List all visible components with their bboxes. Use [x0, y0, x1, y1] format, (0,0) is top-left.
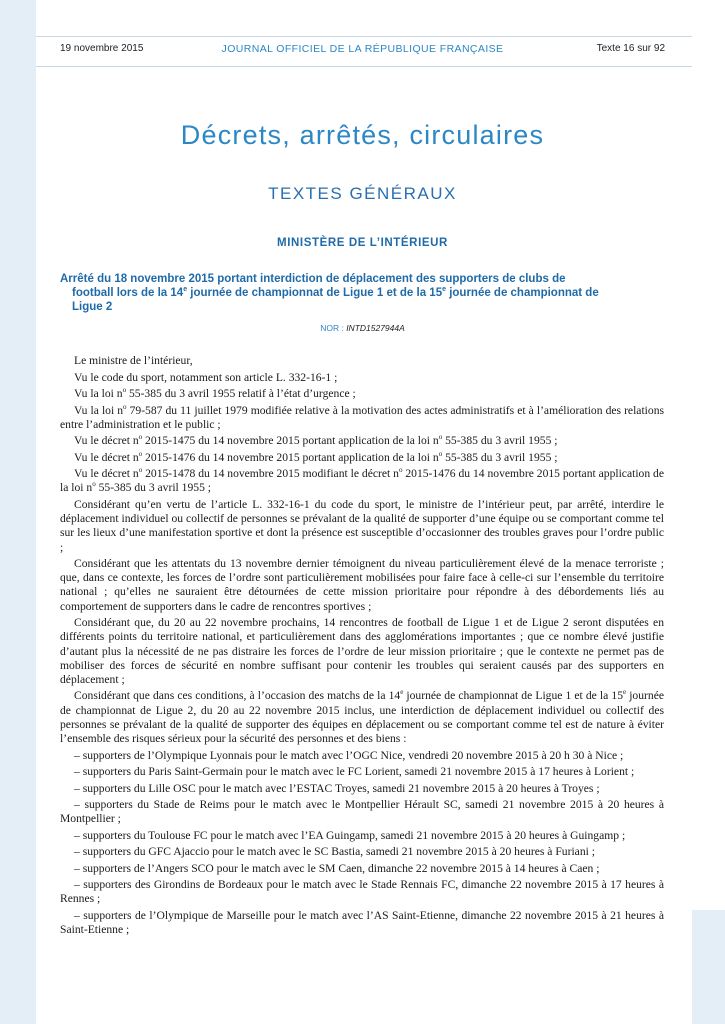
right-margin-band	[692, 910, 725, 1024]
list-item: – supporters du Lille OSC pour le match avec l’ESTAC Troyes, samedi 21 novembre 2015 à 20 heures à Troyes ;	[74, 781, 600, 795]
arrete-title	[60, 272, 664, 314]
arrete-title-line-2: football lors de la 14e journée de championnat de Ligue 1 et de la 15e journée de championnat de	[72, 286, 599, 299]
paragraph-loi-1979: Vu la loi $n^o$ 79-587 du 11 juillet 1979 modifiée relative à la motivation des actes administratifs et à l’amélioration des relations entre l’administration et le public ;	[60, 402, 664, 431]
paragraph-considerant-3: Considérant que, du 20 au 22 novembre prochains, 14 rencontres de football de Ligue 1 et de Ligue 2 seront disputées en différents points du territoire national, et particulièrement dans des agglomérations importantes ; que ce nombre élevé justifie d’autant plus la nécessité de ne pas distraire les forces de l’ordre de leur mission prioritaire ; que le contexte ne permet pas de mobiliser des forces de sécurité en nombre suffisant pour contenir les troubles qui seraient causés par des supporters en déplacement ;	[60, 616, 664, 686]
list-item: – supporters du Toulouse FC pour le match avec l’EA Guingamp, samedi 21 novembre 2015 à 20 heures à Guingamp ;	[74, 828, 626, 842]
paragraph-considerant-2: Considérant que les attentats du 13 novembre dernier témoignent du niveau particulièrement élevé de la menace terroriste ; que, dans ce contexte, les forces de l’ordre sont particulièrement mobilisées pour faire face à celle-ci sur l’ensemble du territoire national ; qu’elles ne sauraient être détournées de cette mission prioritaire pour répondre à des débordements liés au comportement de supporters dans le cadre de rencontres sportives ;	[60, 557, 664, 613]
header-rule	[36, 66, 692, 67]
ministry-heading: MINISTÈRE DE L’INTÉRIEUR	[277, 237, 448, 249]
nor-label: NOR :	[320, 323, 347, 333]
header-date: 19 novembre 2015	[60, 43, 144, 54]
list-item: – supporters des Girondins de Bordeaux pour le match avec le Stade Rennais FC, dimanche 22 novembre 2015 à 17 heures à Rennes ;	[60, 878, 664, 906]
header-page-count: Texte 16 sur 92	[596, 43, 665, 54]
section-title: Décrets, arrêtés, circulaires	[180, 120, 545, 150]
paragraph-considerant-4: Considérant que dans ces conditions, à l’occasion des matchs de la 14e journée de championnat de Ligue 1 et de la 15e journée de championnat de Ligue 2, du 20 au 22 novembre 2015 inclus, une interdiction de déplacement individuel ou collectif des personnes se prévalant de la qualité de supporter des équipes en déplacement ou se comportant comme tel est de nature à éviter l’ensemble des risques sérieux pour la sécurité des personnes et des biens :	[60, 688, 664, 746]
list-item: – supporters du GFC Ajaccio pour le match avec le SC Bastia, samedi 21 novembre 2015 à 20 heures à Furiani ;	[74, 845, 595, 859]
header-journal-title: JOURNAL OFFICIEL DE LA RÉPUBLIQUE FRANÇAISE	[221, 43, 504, 55]
list-item: – supporters de l’Olympique Lyonnais pour le match avec l’OGC Nice, vendredi 20 novembre 2015 à 20 h 30 à Nice ;	[74, 748, 624, 762]
list-item: – supporters de l’Angers SCO pour le match avec le SM Caen, dimanche 22 novembre 2015 à 14 heures à Caen ;	[74, 861, 600, 875]
top-rule	[36, 36, 692, 37]
paragraph-code-sport: Vu le code du sport, notamment son article L. 332-16-1 ;	[74, 370, 338, 384]
paragraph-decret-1476: Vu le décret $n^o$ 2015-1476 du 14 novembre 2015 portant application de la loi $n^o$ 55-385 du 3 avril 1955 ;	[74, 449, 558, 464]
sub-title: TEXTES GÉNÉRAUX	[268, 184, 457, 203]
document-body	[60, 354, 664, 940]
list-item: – supporters de l’Olympique de Marseille pour le match avec l’AS Saint-Etienne, dimanche 22 novembre 2015 à 21 heures à Saint-Etienne ;	[60, 908, 664, 937]
paragraph-considerant-1: Considérant qu’en vertu de l’article L. 332-16-1 du code du sport, le ministre de l’intérieur peut, par arrêté, interdire le déplacement individuel ou collectif de personnes se prévalant de la qualité de supporter d’une équipe ou se comportant comme tel sur les lieux d’une manifestation sportive et dont la présence est susceptible d’occasionner des troubles graves pour l’ordre public ;	[60, 497, 664, 554]
paragraph-minister: Le ministre de l’intérieur,	[74, 354, 193, 367]
paragraph-decret-1478: Vu le décret $n^o$ 2015-1478 du 14 novembre 2015 modifiant le décret $n^o$ 2015-1476 du 14 novembre 2015 portant application de la loi $n^o$ 55-385 du 3 avril 1955 ;	[60, 466, 664, 495]
arrete-title-line-3: Ligue 2	[72, 301, 113, 313]
paragraph-loi-1955: Vu la loi $n^o$ 55-385 du 3 avril 1955 relatif à l’état d’urgence ;	[74, 386, 356, 400]
nor-code: INTD1527944A	[346, 323, 405, 333]
list-item: – supporters du Stade de Reims pour le match avec le Montpellier Hérault SC, samedi 21 novembre 2015 à 20 heures à Montpellier ;	[60, 798, 664, 826]
arrete-title-line-1: Arrêté du 18 novembre 2015 portant interdiction de déplacement des supporters de clubs de	[60, 273, 566, 285]
nor-reference	[0, 323, 725, 333]
list-item: – supporters du Paris Saint-Germain pour le match avec le FC Lorient, samedi 21 novembre 2015 à 17 heures à Lorient ;	[74, 765, 635, 779]
paragraph-decret-1475: Vu le décret $n^o$ 2015-1475 du 14 novembre 2015 portant application de la loi $n^o$ 55-385 du 3 avril 1955 ;	[74, 433, 558, 448]
left-margin-band	[0, 0, 36, 1024]
